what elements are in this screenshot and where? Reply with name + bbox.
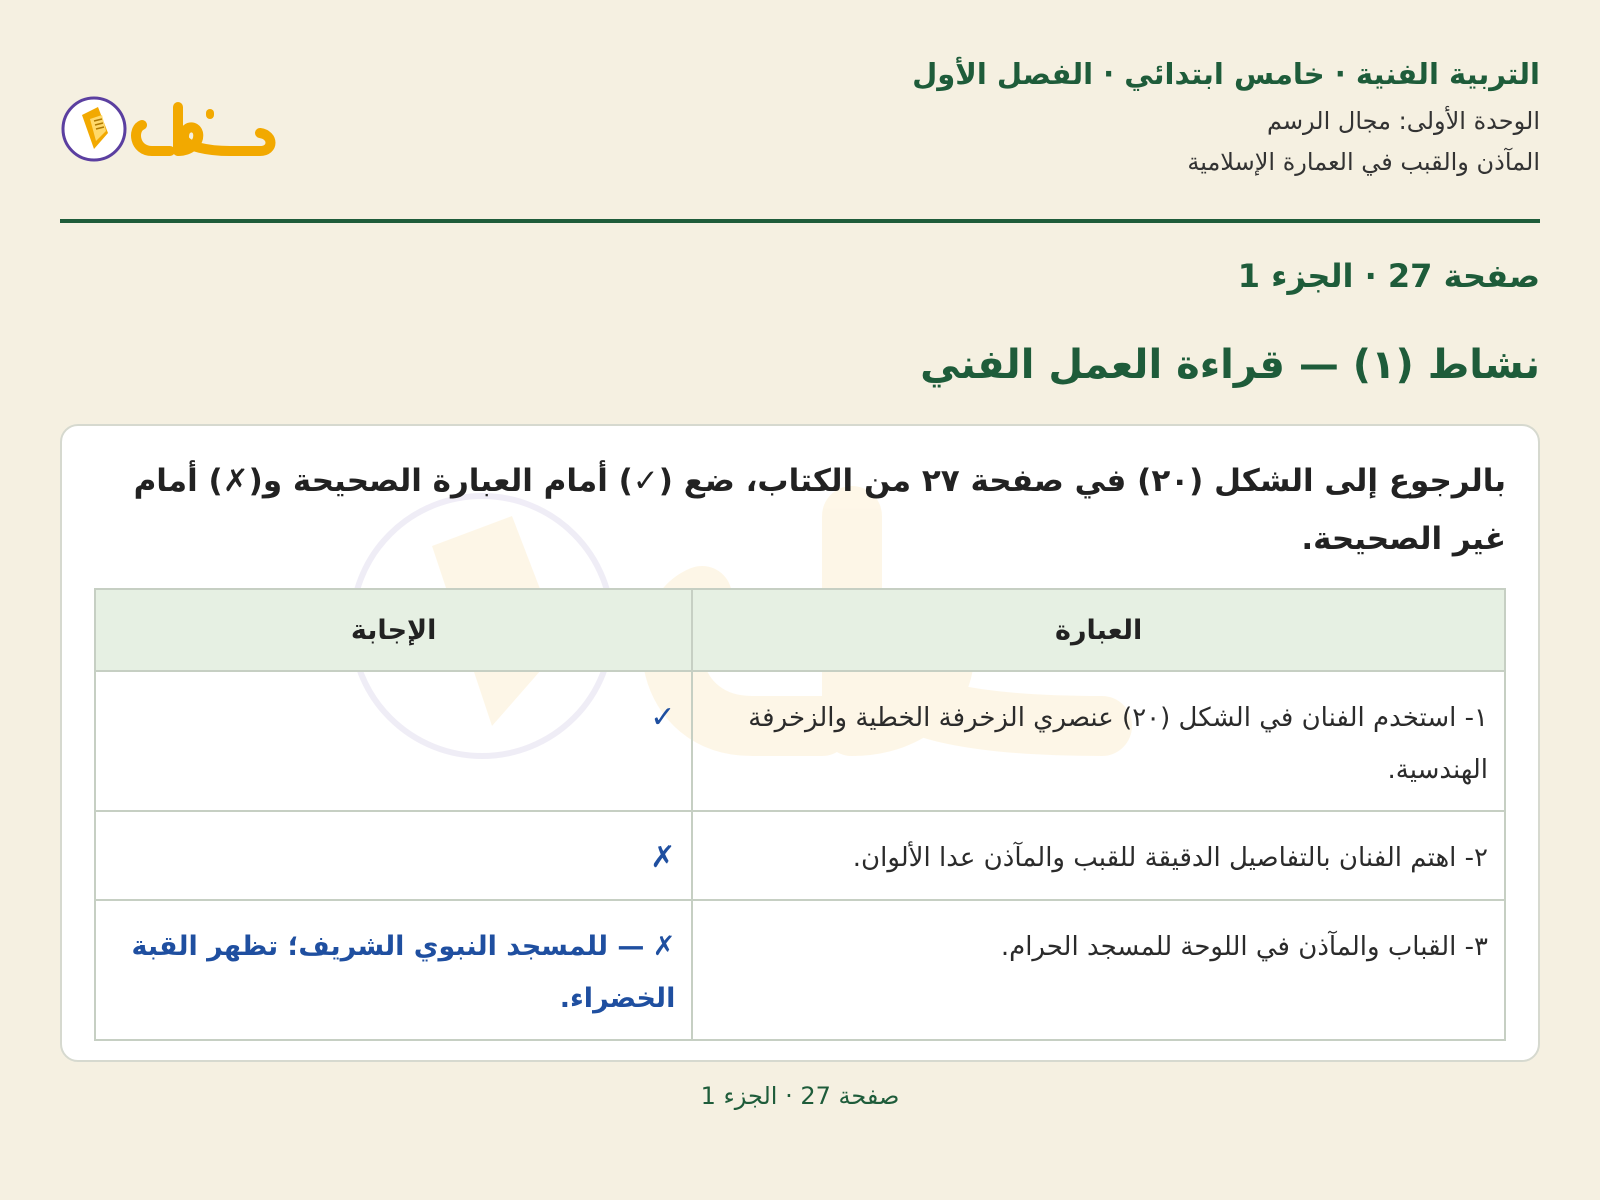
- table-row: [95, 900, 1505, 1040]
- check-mark-icon: ✓: [650, 700, 676, 735]
- table-row: [95, 811, 1505, 900]
- column-header-answer: الإجابة: [95, 589, 692, 671]
- course-title: التربية الفنية · خامس ابتدائي · الفصل الأول: [912, 57, 1540, 91]
- statement-cell: ٢- اهتم الفنان بالتفاصيل الدقيقة للقبب والمآذن عدا الألوان.: [692, 811, 1505, 900]
- column-header-statement: العبارة: [692, 589, 1505, 671]
- unit-title: الوحدة الأولى: مجال الرسم: [1266, 106, 1540, 135]
- answer-correction-note: — للمسجد النبوي الشريف؛ تظهر القبة الخضراء.: [131, 931, 676, 1014]
- page-reference: صفحة 27 · الجزء 1: [1237, 257, 1540, 295]
- statement-cell: ٣- القباب والمآذن في اللوحة للمسجد الحرام.: [692, 900, 1505, 1040]
- answer-cell: [95, 671, 692, 811]
- answer-table: [94, 588, 1506, 1041]
- header-divider: [60, 219, 1540, 223]
- answer-cell: [95, 900, 692, 1040]
- activity-instructions: بالرجوع إلى الشكل (٢٠) في صفحة ٢٧ من الكتاب، ضع (✓) أمام العبارة الصحيحة و(✗) أمام غير الصحيحة.: [133, 463, 1506, 557]
- table-header-row: [95, 589, 1505, 671]
- logo-lettering: [136, 107, 270, 151]
- lesson-title: المآذن والقبب في العمارة الإسلامية: [1187, 148, 1540, 177]
- page-footer: صفحة 27 · الجزء 1: [700, 1082, 900, 1110]
- table-row: [95, 671, 1505, 811]
- cross-mark-icon: ✗: [650, 840, 676, 875]
- header-text: [912, 54, 1540, 188]
- statement-cell: ١- استخدم الفنان في الشكل (٢٠) عنصري الزخرفة الخطية والزخرفة الهندسية.: [692, 671, 1505, 811]
- activity-title: نشاط (١) — قراءة العمل الفني: [920, 342, 1540, 388]
- activity-card: [60, 424, 1540, 1062]
- page-header: [60, 40, 1540, 224]
- cross-mark-icon: ✗: [652, 931, 676, 962]
- answer-cell: [95, 811, 692, 900]
- page: [60, 40, 1540, 1180]
- hulul-logo: [60, 85, 280, 175]
- book-icon: [63, 98, 125, 160]
